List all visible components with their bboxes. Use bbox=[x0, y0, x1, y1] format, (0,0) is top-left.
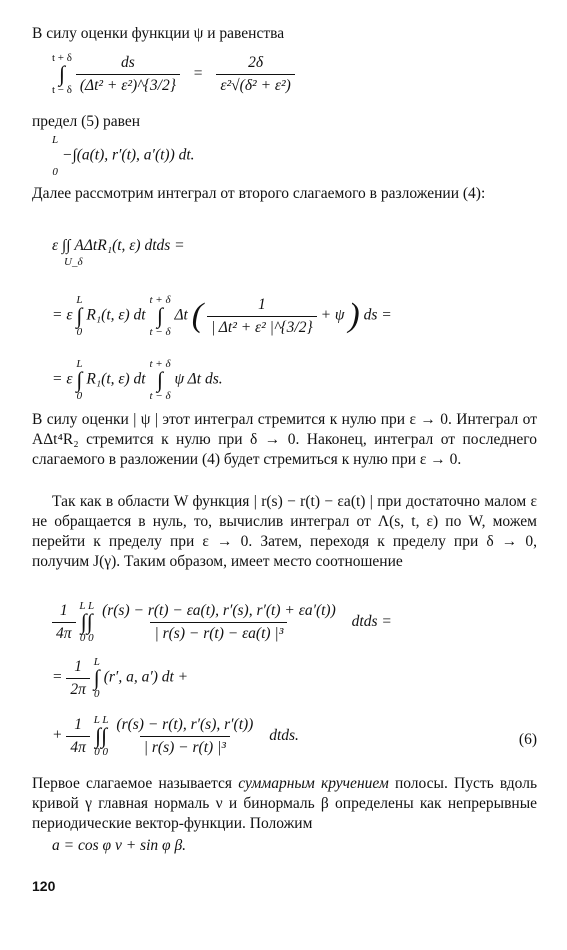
paragraph-next-integral: Далее рассмотрим интеграл от второго слагаемого в разложении (4): bbox=[32, 185, 486, 202]
page-number: 120 bbox=[32, 878, 56, 894]
equation-3: ε ∫∫ AΔtR₁(t, ε) dtds = U_δ bbox=[52, 237, 185, 268]
equation-number: (6) bbox=[518, 731, 537, 748]
equation-4: = ε L ∫ 0 R₁(t, ε) dt t + δ ∫ t − δ Δt ( $\frac{1}{\text{| Δt² + ε² |\textasciicircum{}\{3/2\}}}$ + ψ ) ds = bbox=[52, 294, 392, 338]
integral-sign: t + δ ∫ t − δ bbox=[52, 52, 72, 96]
fraction: $\frac{ds}{\text{(Δt² + ε²)\textasciicircum{}\{3/2\}}}$ bbox=[76, 53, 180, 96]
equation-1: t + δ ∫ t − δ $\frac{ds}{\text{(Δt² + ε²)\textasciicircum{}\{3/2\}}}$ = $\frac{2\delta}{\text{ε²√(δ² + ε²)}}$ bbox=[52, 52, 295, 96]
emphasized-term: суммарным кручением bbox=[238, 775, 389, 792]
paragraph-domain-w: Так как в области W функция | r(s) − r(t) − εa(t) | при достаточно малом ε не обращается в нуль, то, вычислив интеграл от Λ(s, t, ε) по W, можем перейти к пределу при ε → 0. Затем, переходя к пределу при δ → 0, получим J(γ). Таким образом, имеет место соотношение bbox=[32, 493, 537, 570]
paragraph-intro: В силу оценки функции ψ и равенства bbox=[32, 25, 285, 42]
equation-9: a = cos φ ν + sin φ β. bbox=[52, 837, 187, 854]
equation-7: = $\frac{1}{2\pi}$ L ∫ 0 (r′, a, a′) dt + bbox=[52, 656, 189, 700]
equation-2: L 0 −∫(a(t), r′(t), a′(t)) dt. bbox=[52, 134, 195, 178]
equation-6: $\frac{1}{4\pi}$ L L ∫∫ 0 0 $\frac{(r(s) - r(t) - \varepsilon a(t), r'(s), r'(t) + \varepsilon a'(t))}{\text{| r(s) − r(t) − εa(t) |³}}$ dtds = bbox=[52, 600, 392, 644]
paragraph-total-torsion: Первое слагаемое называется суммарным кручением полосы. Пусть вдоль кривой γ главная нормаль ν и бинормаль β определены как непрерывные периодические вектор-функции. Положим bbox=[32, 775, 538, 832]
equation-8: + $\frac{1}{4\pi}$ L L ∫∫ 0 0 $\frac{(r(s) - r(t), r'(s), r'(t))}{\text{| r(s) − r(t) |³}}$ dtds. bbox=[52, 714, 299, 758]
equation-5: = ε L ∫ 0 R₁(t, ε) dt t + δ ∫ t − δ ψ Δt ds. bbox=[52, 358, 223, 402]
paragraph-limit: предел (5) равен bbox=[32, 113, 141, 130]
fraction-rhs: $\frac{2\delta}{\text{ε²√(δ² + ε²)}}$ bbox=[216, 53, 294, 96]
paragraph-estimate: В силу оценки | ψ | этот интеграл стремится к нулю при ε → 0. Интеграл от AΔt⁴R₂ стремится к нулю при δ → 0. Наконец, интеграл от последнего слагаемого в разложении (4) будет стремиться к нулю при ε → 0. bbox=[32, 411, 537, 468]
